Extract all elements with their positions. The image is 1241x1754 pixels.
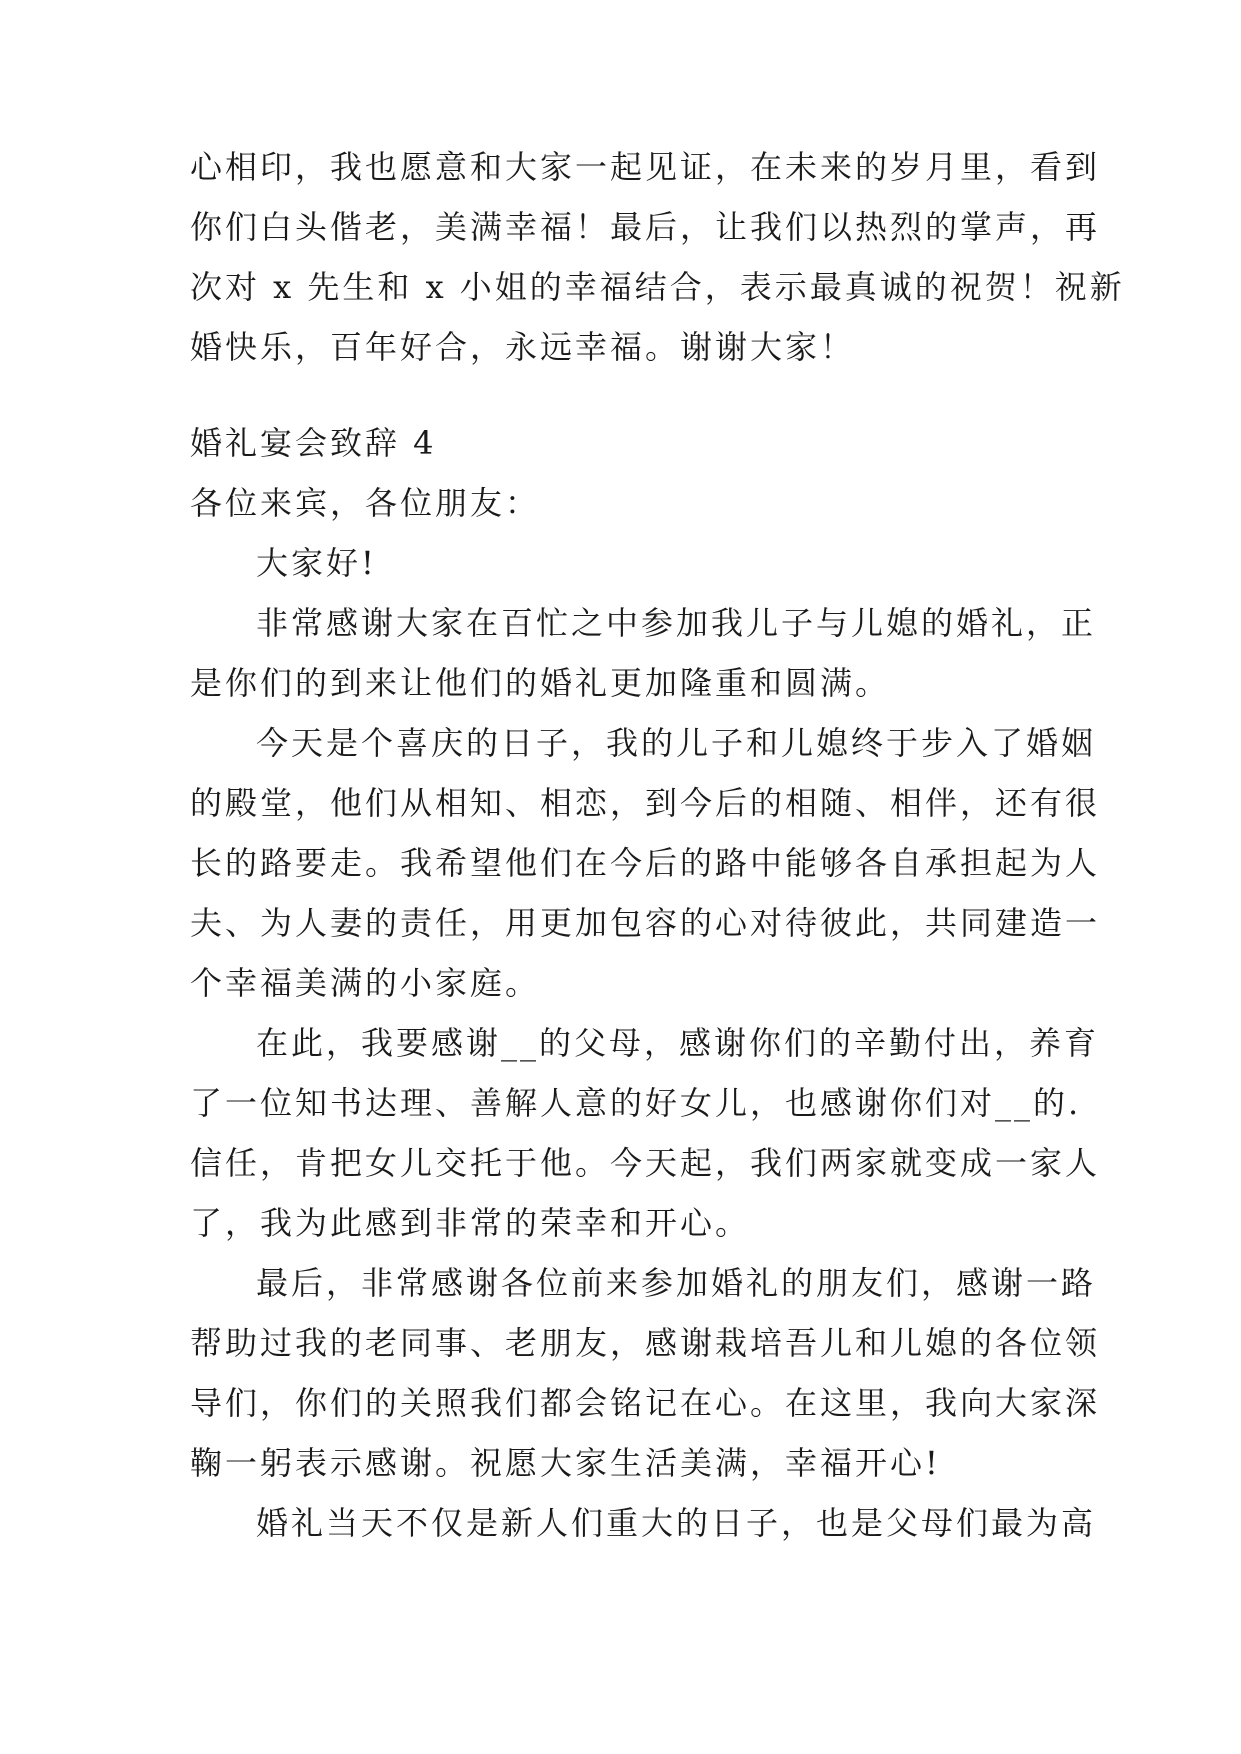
text-line: 夫、为人妻的责任，用更加包容的心对待彼此，共同建造一 — [190, 904, 1101, 942]
paragraph-continued — [190, 1493, 1097, 1553]
salutation: 各位来宾，各位朋友： — [190, 484, 541, 522]
paragraph-celebration — [190, 713, 1101, 1013]
text-line: 婚礼当天不仅是新人们重大的日子，也是父母们最为高 — [256, 1504, 1097, 1542]
text-line: 了，我为此感到非常的荣幸和开心。 — [190, 1204, 751, 1242]
section-title: 婚礼宴会致辞 4 — [190, 424, 437, 462]
text-line: 婚快乐，百年好合，永远幸福。谢谢大家！ — [190, 328, 856, 366]
text-line: 在此，我要感谢__的父母，感谢你们的辛勤付出，养育 — [256, 1024, 1100, 1062]
text-line: 长的路要走。我希望他们在今后的路中能够各自承担起为人 — [190, 844, 1101, 882]
text-line: 最后，非常感谢各位前来参加婚礼的朋友们，感谢一路 — [256, 1264, 1097, 1302]
text-line: 帮助过我的老同事、老朋友，感谢栽培吾儿和儿媳的各位领 — [190, 1324, 1101, 1362]
text-line: 心相印，我也愿意和大家一起见证，在未来的岁月里，看到 — [190, 148, 1101, 186]
text-line: 是你们的到来让他们的婚礼更加隆重和圆满。 — [190, 664, 891, 702]
text-line: 鞠一躬表示感谢。祝愿大家生活美满，幸福开心! — [190, 1444, 941, 1482]
text-line: 次对 x 先生和 x 小姐的幸福结合，表示最真诚的祝贺！祝新 — [190, 268, 1125, 306]
text-line: 你们白头偕老，美满幸福！最后，让我们以热烈的掌声，再 — [190, 208, 1101, 246]
text-line: 今天是个喜庆的日子，我的儿子和儿媳终于步入了婚姻 — [256, 724, 1097, 762]
text-line: 了一位知书达理、善解人意的好女儿，也感谢你们对__的. — [190, 1084, 1082, 1122]
paragraph-thanks — [190, 593, 1097, 713]
greeting: 大家好! — [256, 544, 377, 582]
paragraph-parents — [190, 1013, 1101, 1253]
text-line: 导们，你们的关照我们都会铭记在心。在这里，我向大家深 — [190, 1384, 1101, 1422]
intro-paragraph — [190, 137, 1125, 377]
text-line: 的殿堂，他们从相知、相恋，到今后的相随、相伴，还有很 — [190, 784, 1101, 822]
text-line: 非常感谢大家在百忙之中参加我儿子与儿媳的婚礼，正 — [256, 604, 1097, 642]
paragraph-closing — [190, 1253, 1101, 1493]
text-line: 个幸福美满的小家庭。 — [190, 964, 541, 1002]
text-line: 信任，肯把女儿交托于他。今天起，我们两家就变成一家人 — [190, 1144, 1101, 1182]
section-heading-block — [190, 413, 1056, 593]
